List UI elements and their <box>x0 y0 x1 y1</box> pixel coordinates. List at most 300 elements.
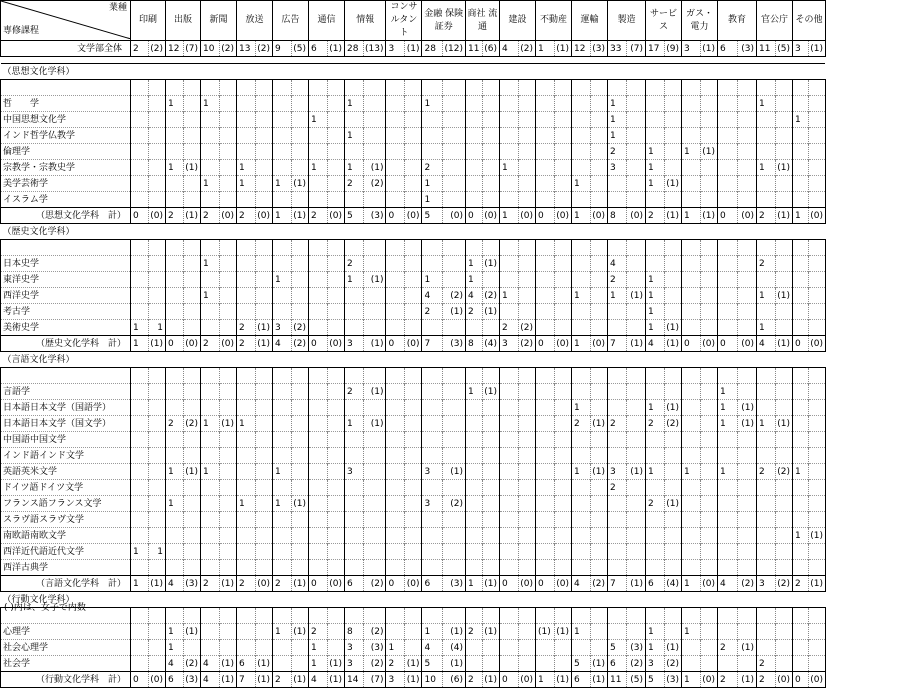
female-count-cell <box>737 320 756 336</box>
count-cell <box>535 448 554 464</box>
female-count-cell <box>405 384 422 400</box>
female-count-cell <box>482 464 499 480</box>
female-count-cell <box>808 656 825 672</box>
industry-header: 情報 <box>345 1 386 41</box>
female-count-cell: (1) <box>737 640 756 656</box>
count-cell: 0 <box>792 672 808 688</box>
female-count-cell <box>554 320 571 336</box>
count-cell: 5 <box>422 208 443 224</box>
row-label: 社会学 <box>1 656 131 672</box>
female-count-cell <box>700 400 717 416</box>
count-cell <box>166 256 184 272</box>
female-count-cell: (1) <box>700 144 717 160</box>
count-cell <box>792 240 808 256</box>
female-count-cell: (0) <box>405 336 422 352</box>
female-count-cell <box>737 560 756 576</box>
female-count-cell <box>405 624 422 640</box>
female-count-cell: (0) <box>482 208 499 224</box>
female-count-cell: (1) <box>664 208 681 224</box>
count-cell <box>166 432 184 448</box>
count-cell <box>681 512 700 528</box>
female-count-cell <box>554 256 571 272</box>
female-count-cell <box>149 528 166 544</box>
count-cell: 11 <box>465 41 482 57</box>
female-count-cell <box>405 432 422 448</box>
count-cell: 1 <box>273 496 292 512</box>
female-count-cell <box>590 544 607 560</box>
count-cell <box>422 400 443 416</box>
female-count-cell <box>664 384 681 400</box>
female-count-cell <box>328 464 345 480</box>
count-cell <box>345 288 364 304</box>
count-cell <box>166 304 184 320</box>
count-cell: 1 <box>422 176 443 192</box>
count-cell <box>607 448 626 464</box>
count-cell: 0 <box>465 208 482 224</box>
female-count-cell <box>700 480 717 496</box>
female-count-cell <box>626 128 645 144</box>
female-count-cell <box>554 240 571 256</box>
count-cell <box>465 528 482 544</box>
count-cell <box>681 256 700 272</box>
count-cell <box>535 288 554 304</box>
female-count-cell <box>590 144 607 160</box>
count-cell <box>792 656 808 672</box>
course-row <box>1 96 826 112</box>
female-count-cell <box>256 496 273 512</box>
count-cell <box>465 512 482 528</box>
count-cell <box>345 144 364 160</box>
female-count-cell <box>737 192 756 208</box>
female-count-cell <box>149 416 166 432</box>
count-cell: 2 <box>465 672 482 688</box>
count-cell <box>422 512 443 528</box>
female-count-cell <box>737 288 756 304</box>
female-count-cell <box>184 80 201 96</box>
female-count-cell <box>518 192 535 208</box>
count-cell <box>792 544 808 560</box>
female-count-cell <box>554 416 571 432</box>
count-cell <box>273 240 292 256</box>
subtotal-row <box>1 576 826 592</box>
count-cell <box>309 192 328 208</box>
female-count-cell <box>737 464 756 480</box>
industry-header: 建設 <box>499 1 535 41</box>
female-count-cell: (0) <box>518 576 535 592</box>
female-count-cell <box>482 240 499 256</box>
count-cell <box>131 640 149 656</box>
count-cell: 17 <box>645 41 664 57</box>
count-cell: 2 <box>201 336 220 352</box>
count-cell <box>571 304 590 320</box>
female-count-cell <box>220 320 237 336</box>
female-count-cell: (0) <box>149 672 166 688</box>
count-cell <box>273 480 292 496</box>
female-count-cell <box>292 464 309 480</box>
count-cell <box>756 624 775 640</box>
female-count-cell <box>590 512 607 528</box>
count-cell <box>571 96 590 112</box>
count-cell: 1 <box>499 208 518 224</box>
count-cell: 6 <box>571 672 590 688</box>
count-cell <box>465 80 482 96</box>
count-cell <box>386 384 405 400</box>
female-count-cell <box>518 128 535 144</box>
female-count-cell <box>256 160 273 176</box>
female-count-cell <box>664 560 681 576</box>
count-cell <box>681 416 700 432</box>
female-count-cell: (2) <box>590 576 607 592</box>
industry-header: 印刷 <box>131 1 166 41</box>
count-cell <box>535 432 554 448</box>
female-count-cell <box>405 464 422 480</box>
count-cell <box>345 496 364 512</box>
count-cell <box>273 528 292 544</box>
female-count-cell: (1) <box>220 576 237 592</box>
female-count-cell <box>737 176 756 192</box>
count-cell <box>237 464 256 480</box>
count-cell: 0 <box>717 336 737 352</box>
count-cell: 12 <box>166 41 184 57</box>
female-count-cell <box>256 512 273 528</box>
row-label: （思想文化学科 計） <box>1 208 131 224</box>
course-row <box>1 128 826 144</box>
count-cell: 6 <box>607 656 626 672</box>
female-count-cell <box>256 560 273 576</box>
female-count-cell <box>700 512 717 528</box>
female-count-cell: (1) <box>220 416 237 432</box>
industry-header: 出版 <box>166 1 201 41</box>
count-cell <box>681 368 700 384</box>
count-cell: 1 <box>309 656 328 672</box>
count-cell: 1 <box>131 576 149 592</box>
course-row <box>1 656 826 672</box>
female-count-cell <box>626 272 645 288</box>
female-count-cell <box>149 384 166 400</box>
count-cell <box>201 192 220 208</box>
count-cell <box>345 320 364 336</box>
female-count-cell <box>405 176 422 192</box>
female-count-cell <box>443 272 465 288</box>
female-count-cell <box>328 144 345 160</box>
female-count-cell <box>700 160 717 176</box>
female-count-cell <box>737 256 756 272</box>
course-row <box>1 384 826 400</box>
count-cell <box>201 480 220 496</box>
count-cell <box>607 560 626 576</box>
count-cell <box>201 128 220 144</box>
count-cell <box>717 240 737 256</box>
count-cell <box>792 416 808 432</box>
female-count-cell: (1) <box>220 656 237 672</box>
female-count-cell <box>518 368 535 384</box>
count-cell <box>535 272 554 288</box>
count-cell <box>681 112 700 128</box>
count-cell <box>237 400 256 416</box>
female-count-cell <box>482 656 499 672</box>
female-count-cell: (1) <box>482 576 499 592</box>
count-cell: 5 <box>607 640 626 656</box>
female-count-cell <box>184 544 201 560</box>
count-cell: 0 <box>386 576 405 592</box>
count-cell: 4 <box>465 288 482 304</box>
female-count-cell <box>443 96 465 112</box>
female-count-cell <box>292 96 309 112</box>
count-cell: 2 <box>345 176 364 192</box>
count-cell <box>166 384 184 400</box>
female-count-cell: (3) <box>443 336 465 352</box>
count-cell: 1 <box>345 128 364 144</box>
female-count-cell <box>626 416 645 432</box>
female-count-cell <box>443 528 465 544</box>
female-count-cell <box>808 384 825 400</box>
count-cell <box>645 512 664 528</box>
female-count-cell <box>328 272 345 288</box>
female-count-cell <box>626 400 645 416</box>
count-cell: 1 <box>309 160 328 176</box>
count-cell <box>386 400 405 416</box>
female-count-cell <box>554 528 571 544</box>
count-cell <box>237 192 256 208</box>
count-cell: 2 <box>465 624 482 640</box>
row-label: 社会心理学 <box>1 640 131 656</box>
female-count-cell <box>626 192 645 208</box>
count-cell <box>792 384 808 400</box>
female-count-cell <box>405 192 422 208</box>
count-cell: 3 <box>422 496 443 512</box>
female-count-cell: (1) <box>328 41 345 57</box>
count-cell: 1 <box>201 176 220 192</box>
count-cell: 1 <box>645 464 664 480</box>
row-label: 西洋古典学 <box>1 560 131 576</box>
count-cell <box>386 160 405 176</box>
female-count-cell <box>700 112 717 128</box>
female-count-cell <box>328 400 345 416</box>
count-cell: 3 <box>756 576 775 592</box>
female-count-cell <box>737 544 756 560</box>
female-count-cell <box>664 304 681 320</box>
female-count-cell <box>482 432 499 448</box>
female-count-cell <box>700 416 717 432</box>
count-cell <box>309 400 328 416</box>
female-count-cell <box>626 544 645 560</box>
female-count-cell <box>664 432 681 448</box>
count-cell: 4 <box>201 656 220 672</box>
female-count-cell <box>808 192 825 208</box>
female-count-cell <box>775 128 792 144</box>
female-count-cell <box>775 656 792 672</box>
count-cell <box>499 640 518 656</box>
count-cell <box>645 96 664 112</box>
female-count-cell <box>664 240 681 256</box>
count-cell: 10 <box>201 41 220 57</box>
count-cell <box>166 400 184 416</box>
row-label <box>1 80 131 96</box>
female-count-cell <box>482 176 499 192</box>
female-count-cell <box>328 368 345 384</box>
female-count-cell <box>292 448 309 464</box>
count-cell <box>237 528 256 544</box>
female-count-cell <box>700 368 717 384</box>
count-cell: 3 <box>645 656 664 672</box>
count-cell <box>535 416 554 432</box>
count-cell: 0 <box>131 672 149 688</box>
count-cell: 1 <box>756 320 775 336</box>
female-count-cell <box>292 160 309 176</box>
female-count-cell: (0) <box>700 672 717 688</box>
row-label <box>1 368 131 384</box>
count-cell: 1 <box>201 96 220 112</box>
count-cell: 11 <box>607 672 626 688</box>
female-count-cell <box>775 112 792 128</box>
count-cell <box>201 560 220 576</box>
female-count-cell <box>626 320 645 336</box>
female-count-cell: (1) <box>775 288 792 304</box>
count-cell <box>717 304 737 320</box>
count-cell <box>386 80 405 96</box>
count-cell <box>422 384 443 400</box>
female-count-cell: 1 <box>149 544 166 560</box>
count-cell <box>792 512 808 528</box>
female-count-cell <box>664 448 681 464</box>
female-count-cell <box>626 304 645 320</box>
female-count-cell <box>364 192 386 208</box>
count-cell <box>792 624 808 640</box>
count-cell <box>465 160 482 176</box>
count-cell <box>166 560 184 576</box>
row-label: 美学芸術学 <box>1 176 131 192</box>
count-cell <box>792 640 808 656</box>
count-cell: 1 <box>717 464 737 480</box>
female-count-cell: (1) <box>626 288 645 304</box>
count-cell <box>645 560 664 576</box>
count-cell <box>717 320 737 336</box>
count-cell <box>607 384 626 400</box>
count-cell: 1 <box>645 624 664 640</box>
count-cell <box>645 256 664 272</box>
count-cell <box>237 368 256 384</box>
female-count-cell <box>405 320 422 336</box>
count-cell: 1 <box>166 496 184 512</box>
female-count-cell <box>292 416 309 432</box>
female-count-cell: (0) <box>328 336 345 352</box>
blank-row <box>1 368 826 384</box>
course-row <box>1 304 826 320</box>
section-title: （行動文化学科） <box>1 592 826 608</box>
count-cell <box>681 480 700 496</box>
count-cell: 3 <box>345 656 364 672</box>
count-cell <box>717 192 737 208</box>
female-count-cell <box>554 544 571 560</box>
row-label: 美術史学 <box>1 320 131 336</box>
female-count-cell <box>775 480 792 496</box>
female-count-cell <box>554 368 571 384</box>
female-count-cell <box>328 160 345 176</box>
female-count-cell: (1) <box>256 656 273 672</box>
count-cell <box>499 256 518 272</box>
count-cell: 4 <box>309 672 328 688</box>
row-label: 英語英米文学 <box>1 464 131 480</box>
female-count-cell: (2) <box>292 336 309 352</box>
female-count-cell <box>364 112 386 128</box>
count-cell: 2 <box>645 208 664 224</box>
industry-header: 教育 <box>717 1 756 41</box>
count-cell <box>237 80 256 96</box>
count-cell: 1 <box>571 208 590 224</box>
female-count-cell: (0) <box>700 336 717 352</box>
female-count-cell <box>700 384 717 400</box>
female-count-cell <box>664 160 681 176</box>
count-cell <box>499 464 518 480</box>
female-count-cell <box>328 416 345 432</box>
count-cell: 3 <box>607 160 626 176</box>
count-cell: 3 <box>345 336 364 352</box>
female-count-cell: (1) <box>256 672 273 688</box>
female-count-cell: (7) <box>364 672 386 688</box>
female-count-cell <box>149 112 166 128</box>
female-count-cell <box>443 144 465 160</box>
female-count-cell: (0) <box>737 208 756 224</box>
count-cell <box>571 640 590 656</box>
female-count-cell <box>590 240 607 256</box>
female-count-cell <box>590 256 607 272</box>
female-count-cell: (1) <box>775 336 792 352</box>
female-count-cell <box>220 112 237 128</box>
count-cell: 10 <box>422 672 443 688</box>
count-cell: 14 <box>345 672 364 688</box>
count-cell <box>422 560 443 576</box>
female-count-cell <box>554 448 571 464</box>
female-count-cell <box>482 512 499 528</box>
female-count-cell: (1) <box>405 656 422 672</box>
count-cell <box>273 144 292 160</box>
count-cell: 2 <box>756 208 775 224</box>
count-cell: 1 <box>237 496 256 512</box>
female-count-cell <box>328 192 345 208</box>
female-count-cell <box>590 304 607 320</box>
female-count-cell <box>808 640 825 656</box>
count-cell <box>422 144 443 160</box>
count-cell <box>717 496 737 512</box>
count-cell <box>681 320 700 336</box>
female-count-cell <box>256 528 273 544</box>
female-count-cell <box>626 512 645 528</box>
count-cell <box>166 192 184 208</box>
count-cell <box>571 128 590 144</box>
female-count-cell <box>664 528 681 544</box>
female-count-cell <box>256 368 273 384</box>
female-count-cell: (1) <box>292 624 309 640</box>
count-cell: 1 <box>645 144 664 160</box>
count-cell <box>345 480 364 496</box>
female-count-cell <box>482 96 499 112</box>
count-cell: 2 <box>166 416 184 432</box>
count-cell <box>792 272 808 288</box>
count-cell <box>499 192 518 208</box>
count-cell: 1 <box>166 640 184 656</box>
count-cell <box>756 640 775 656</box>
female-count-cell <box>405 128 422 144</box>
count-cell <box>756 80 775 96</box>
count-cell: 1 <box>422 192 443 208</box>
count-cell <box>792 176 808 192</box>
industry-header: 不動産 <box>535 1 571 41</box>
female-count-cell <box>775 624 792 640</box>
count-cell: 2 <box>756 672 775 688</box>
female-count-cell <box>554 96 571 112</box>
female-count-cell <box>737 160 756 176</box>
female-count-cell: (1) <box>443 624 465 640</box>
